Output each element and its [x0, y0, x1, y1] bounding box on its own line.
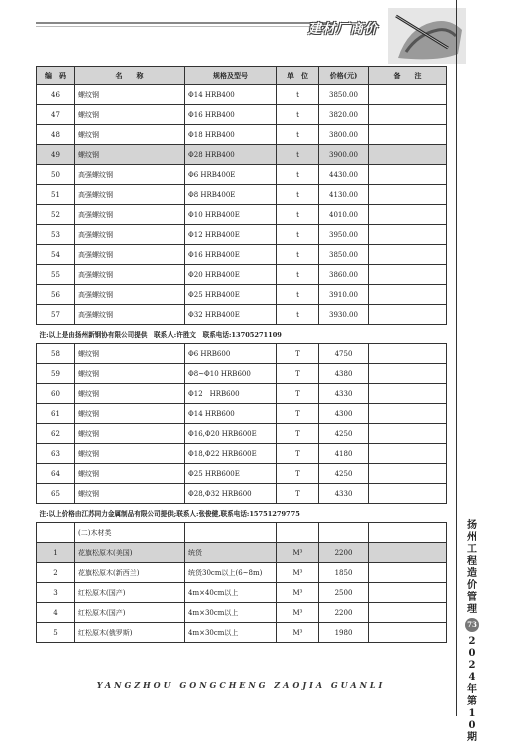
row-unit: T [277, 364, 319, 384]
row-code: 47 [37, 105, 75, 125]
row-spec: 4m×40cm以上 [185, 583, 277, 603]
row-code: 50 [37, 165, 75, 185]
row-spec: Φ6 HRB600 [185, 344, 277, 364]
row-remark [369, 344, 447, 364]
row-name: 螺纹钢 [75, 384, 185, 404]
row-spec: Φ20 HRB400E [185, 265, 277, 285]
row-price: 3930.00 [319, 305, 369, 325]
row-spec: 4m×30cm以上 [185, 603, 277, 623]
row-price: 4330 [319, 384, 369, 404]
row-spec: Φ14 HRB600 [185, 404, 277, 424]
issue-char: 0 [468, 720, 476, 731]
issue-char: 2 [468, 660, 476, 671]
row-name: 螺纹钢 [75, 105, 185, 125]
table-row [37, 245, 447, 265]
row-spec: 4m×30cm以上 [185, 623, 277, 643]
table-row [37, 623, 447, 643]
supplier-note-b-text: 注:以上价格由江苏同力金属制品有限公司提供;联系人:张俊健,联系电话:15751279775 [37, 504, 447, 523]
magazine-char: 管 [467, 592, 477, 603]
table-row [37, 125, 447, 145]
row-name: 红松原木(国产) [75, 603, 185, 623]
table-header-row [37, 67, 447, 85]
row-name: 螺纹钢 [75, 145, 185, 165]
row-spec: Φ25 HRB600E [185, 464, 277, 484]
row-unit: t [277, 285, 319, 305]
row-name: 红松原木(国产) [75, 583, 185, 603]
side-masthead [462, 520, 482, 744]
price-table [36, 66, 447, 643]
row-price: 4330 [319, 484, 369, 504]
row-remark [369, 85, 447, 105]
row-remark [369, 484, 447, 504]
row-remark [369, 364, 447, 384]
row-remark [369, 145, 447, 165]
table-row [37, 344, 447, 364]
row-code: 62 [37, 424, 75, 444]
row-price: 3860.00 [319, 265, 369, 285]
table-row [37, 185, 447, 205]
table-row [37, 384, 447, 404]
row-price: 4250 [319, 424, 369, 444]
magazine-char: 扬 [467, 520, 477, 531]
row-remark [369, 225, 447, 245]
section-empty-cell [185, 523, 277, 543]
row-spec: Φ10 HRB400E [185, 205, 277, 225]
row-price: 4130.00 [319, 185, 369, 205]
row-remark [369, 165, 447, 185]
row-price: 4430.00 [319, 165, 369, 185]
section-row [37, 523, 447, 543]
table-row [37, 285, 447, 305]
row-name: 高强螺纹钢 [75, 205, 185, 225]
page-header [36, 8, 466, 66]
row-unit: T [277, 424, 319, 444]
row-name: 螺纹钢 [75, 444, 185, 464]
supplier-note-b [37, 504, 447, 523]
row-price: 4010.00 [319, 205, 369, 225]
section-code-cell [37, 523, 75, 543]
row-name: 螺纹钢 [75, 85, 185, 105]
row-code: 46 [37, 85, 75, 105]
row-price: 4300 [319, 404, 369, 424]
row-remark [369, 384, 447, 404]
row-name: 高强螺纹钢 [75, 305, 185, 325]
banner-rule [36, 22, 336, 24]
magazine-char: 造 [467, 568, 477, 579]
row-remark [369, 265, 447, 285]
row-name: 花旗松原木(新西兰) [75, 563, 185, 583]
row-remark [369, 205, 447, 225]
row-unit: t [277, 305, 319, 325]
supplier-note-a [37, 325, 447, 344]
row-code: 1 [37, 543, 75, 563]
row-remark [369, 185, 447, 205]
row-spec: Φ8~Φ10 HRB600 [185, 364, 277, 384]
row-spec: Φ18 HRB400 [185, 125, 277, 145]
row-name: 高强螺纹钢 [75, 245, 185, 265]
row-unit: M³ [277, 563, 319, 583]
row-code: 60 [37, 384, 75, 404]
row-unit: T [277, 464, 319, 484]
header-price: 价格(元) [319, 67, 369, 85]
row-name: 高强螺纹钢 [75, 225, 185, 245]
row-spec: Φ8 HRB400E [185, 185, 277, 205]
table-row [37, 145, 447, 165]
row-code: 48 [37, 125, 75, 145]
side-rule [456, 0, 457, 716]
row-unit: t [277, 125, 319, 145]
row-unit: T [277, 404, 319, 424]
row-price: 4180 [319, 444, 369, 464]
table-row [37, 484, 447, 504]
row-unit: M³ [277, 543, 319, 563]
row-code: 49 [37, 145, 75, 165]
row-code: 56 [37, 285, 75, 305]
row-name: 高强螺纹钢 [75, 265, 185, 285]
row-name: 螺纹钢 [75, 424, 185, 444]
supplier-note-a-text: 注:以上是由扬州新钢协有限公司提供 联系人:许胜文 联系电话:13705271109 [37, 325, 447, 344]
row-unit: M³ [277, 623, 319, 643]
table-row [37, 424, 447, 444]
table-row [37, 165, 447, 185]
table-row [37, 105, 447, 125]
row-remark [369, 285, 447, 305]
row-price: 3950.00 [319, 225, 369, 245]
row-name: 螺纹钢 [75, 125, 185, 145]
table-row [37, 583, 447, 603]
issue-char: 期 [467, 732, 477, 743]
row-unit: t [277, 265, 319, 285]
row-spec: Φ28,Φ32 HRB600 [185, 484, 277, 504]
row-spec: Φ12 HRB400E [185, 225, 277, 245]
row-code: 55 [37, 265, 75, 285]
row-unit: t [277, 85, 319, 105]
issue-char: 0 [468, 648, 476, 659]
table-row [37, 603, 447, 623]
row-code: 54 [37, 245, 75, 265]
row-remark [369, 424, 447, 444]
row-remark [369, 603, 447, 623]
row-remark [369, 305, 447, 325]
row-code: 57 [37, 305, 75, 325]
row-code: 53 [37, 225, 75, 245]
row-price: 4750 [319, 344, 369, 364]
issue-char: 4 [468, 672, 476, 683]
row-price: 3850.00 [319, 245, 369, 265]
header-code: 编 码 [37, 67, 75, 85]
page-number: 73 [465, 618, 479, 632]
table-row [37, 305, 447, 325]
table-row [37, 265, 447, 285]
row-code: 4 [37, 603, 75, 623]
row-remark [369, 404, 447, 424]
row-unit: t [277, 205, 319, 225]
row-name: 螺纹钢 [75, 464, 185, 484]
footer-text: YANGZHOU GONGCHENG ZAOJIA GUANLI [96, 680, 386, 690]
row-remark [369, 125, 447, 145]
magazine-char: 价 [467, 580, 477, 591]
row-price: 2200 [319, 603, 369, 623]
hand-pen-illustration-icon [388, 8, 466, 64]
row-remark [369, 623, 447, 643]
row-spec: Φ14 HRB400 [185, 85, 277, 105]
header-unit: 单 位 [277, 67, 319, 85]
row-code: 64 [37, 464, 75, 484]
row-price: 4380 [319, 364, 369, 384]
issue-char: 年 [467, 684, 477, 695]
section-empty-cell [319, 523, 369, 543]
row-unit: T [277, 444, 319, 464]
row-name: 螺纹钢 [75, 364, 185, 384]
row-name: 高强螺纹钢 [75, 165, 185, 185]
row-price: 3820.00 [319, 105, 369, 125]
banner-title: 建材厂商价 [308, 22, 379, 37]
row-name: 螺纹钢 [75, 344, 185, 364]
row-spec: Φ6 HRB400E [185, 165, 277, 185]
row-unit: t [277, 185, 319, 205]
magazine-name [462, 520, 482, 616]
row-name: 花旗松原木(美国) [75, 543, 185, 563]
row-spec: Φ25 HRB400E [185, 285, 277, 305]
row-price: 1850 [319, 563, 369, 583]
row-remark [369, 563, 447, 583]
row-remark [369, 583, 447, 603]
row-name: 螺纹钢 [75, 404, 185, 424]
row-unit: T [277, 384, 319, 404]
row-remark [369, 444, 447, 464]
table-row [37, 225, 447, 245]
row-price: 2200 [319, 543, 369, 563]
row-price: 3800.00 [319, 125, 369, 145]
magazine-char: 程 [467, 556, 477, 567]
row-code: 51 [37, 185, 75, 205]
row-name: 高强螺纹钢 [75, 285, 185, 305]
row-unit: M³ [277, 603, 319, 623]
section-empty-cell [277, 523, 319, 543]
row-unit: t [277, 165, 319, 185]
issue-char: 2 [468, 636, 476, 647]
header-remark: 备 注 [369, 67, 447, 85]
row-name: 红松原木(俄罗斯) [75, 623, 185, 643]
table-row [37, 364, 447, 384]
section-empty-cell [369, 523, 447, 543]
row-code: 5 [37, 623, 75, 643]
row-remark [369, 245, 447, 265]
row-price: 3850.00 [319, 85, 369, 105]
table-row [37, 563, 447, 583]
issue-label [462, 636, 482, 744]
header-name: 名 称 [75, 67, 185, 85]
banner-rule-thin [36, 26, 336, 27]
table-row [37, 444, 447, 464]
row-unit: T [277, 484, 319, 504]
row-spec: Φ16,Φ20 HRB600E [185, 424, 277, 444]
row-code: 61 [37, 404, 75, 424]
row-spec: Φ32 HRB400E [185, 305, 277, 325]
issue-char: 1 [468, 708, 476, 719]
row-code: 52 [37, 205, 75, 225]
row-code: 3 [37, 583, 75, 603]
row-spec: 统货30cm以上(6~8m) [185, 563, 277, 583]
row-spec: 统货 [185, 543, 277, 563]
table-row [37, 85, 447, 105]
row-code: 63 [37, 444, 75, 464]
magazine-char: 工 [467, 544, 477, 555]
row-unit: t [277, 225, 319, 245]
table-row [37, 464, 447, 484]
row-unit: M³ [277, 583, 319, 603]
row-unit: t [277, 245, 319, 265]
magazine-char: 理 [467, 604, 477, 615]
section-title: (二)木材类 [75, 523, 185, 543]
row-price: 3910.00 [319, 285, 369, 305]
row-spec: Φ16 HRB400 [185, 105, 277, 125]
table-row [37, 404, 447, 424]
row-name: 螺纹钢 [75, 484, 185, 504]
row-spec: Φ12 HRB600 [185, 384, 277, 404]
row-unit: t [277, 105, 319, 125]
header-spec: 规格及型号 [185, 67, 277, 85]
issue-char: 第 [467, 696, 477, 707]
row-price: 3900.00 [319, 145, 369, 165]
row-spec: Φ18,Φ22 HRB600E [185, 444, 277, 464]
row-unit: T [277, 344, 319, 364]
row-price: 2500 [319, 583, 369, 603]
row-code: 58 [37, 344, 75, 364]
magazine-char: 州 [467, 532, 477, 543]
row-name: 高强螺纹钢 [75, 185, 185, 205]
table-row [37, 543, 447, 563]
row-unit: t [277, 145, 319, 165]
row-code: 65 [37, 484, 75, 504]
row-price: 4250 [319, 464, 369, 484]
row-code: 59 [37, 364, 75, 384]
row-price: 1980 [319, 623, 369, 643]
row-spec: Φ28 HRB400 [185, 145, 277, 165]
row-remark [369, 464, 447, 484]
row-spec: Φ16 HRB400E [185, 245, 277, 265]
row-remark [369, 543, 447, 563]
row-remark [369, 105, 447, 125]
table-row [37, 205, 447, 225]
row-code: 2 [37, 563, 75, 583]
